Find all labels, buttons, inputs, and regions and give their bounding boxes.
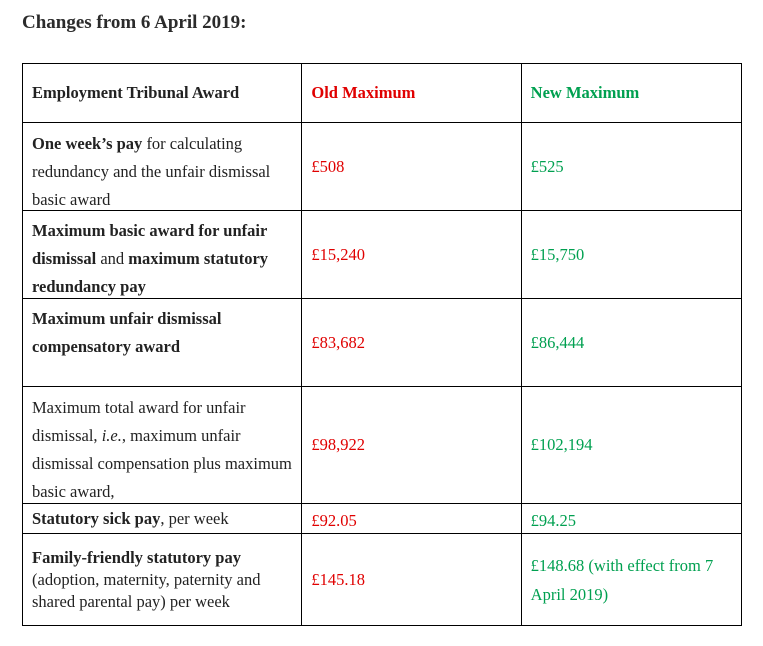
award-label-text: , per week [160,508,229,528]
table-row [23,387,742,504]
award-label-bold: Maximum unfair dismissal compensatory award [32,308,222,356]
award-label [23,387,302,504]
award-label-text-2: , maximum unfair dismissal compensation plus maximum basic award, [32,425,292,501]
old-maximum-value: £98,922 [302,387,521,504]
new-maximum-value: £86,444 [521,299,741,387]
new-maximum-value [521,504,741,534]
award-label-bold: One week’s pay [32,133,143,153]
award-label-bold: Maximum basic award for unfair dismissal [32,220,267,268]
table-row [23,211,742,299]
new-maximum-text: £94.25 [530,511,577,530]
award-limits-table [22,63,742,626]
award-label-text: for calculating redundancy and the unfair dismissal basic award [32,133,271,209]
award-label-bold: Statutory sick pay [32,508,161,528]
column-header-award: Employment Tribunal Award [23,64,302,123]
award-label-italic: i.e. [101,425,122,445]
award-label-bold-2: maximum statutory redundancy pay [32,248,269,296]
column-header-old-maximum: Old Maximum [302,64,521,123]
table-row [23,504,742,534]
award-label [23,534,302,626]
award-label-text: and [96,248,129,268]
award-label [23,504,302,534]
new-maximum-value: £148.68 (with effect from 7 April 2019) [521,534,741,626]
column-header-new-maximum: New Maximum [521,64,741,123]
award-label-text: Maximum total award for unfair dismissal, [32,397,246,445]
table-row [23,299,742,387]
table-row [23,534,742,626]
old-maximum-value [302,504,521,534]
new-maximum-value: £525 [521,123,741,211]
old-maximum-value: £83,682 [302,299,521,387]
old-maximum-value: £508 [302,123,521,211]
award-label-text: (adoption, maternity, paternity and shared parental pay) per week [32,569,261,611]
old-maximum-text: £92.05 [311,511,357,530]
award-label [23,123,302,211]
old-maximum-value: £145.18 [302,534,521,626]
table-row [23,123,742,211]
page-title: Changes from 6 April 2019: [22,12,247,33]
table-header-row [23,64,742,123]
award-label [23,211,302,299]
award-label [23,299,302,387]
new-maximum-value: £15,750 [521,211,741,299]
award-label-bold: Family-friendly statutory pay [32,547,241,567]
new-maximum-value: £102,194 [521,387,741,504]
old-maximum-value: £15,240 [302,211,521,299]
